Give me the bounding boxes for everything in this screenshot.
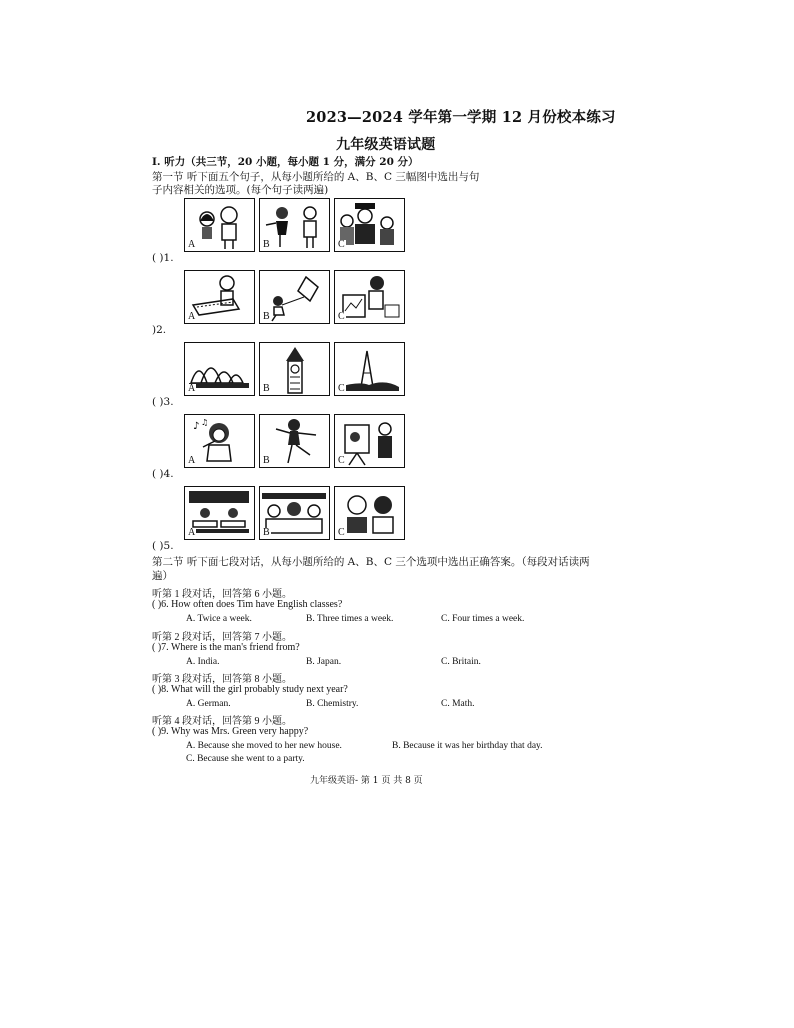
picture-option-3-c[interactable] xyxy=(334,342,405,396)
question-7: ( )7. Where is the man's friend from? xyxy=(152,642,300,653)
picture-option-2-b[interactable] xyxy=(259,270,330,324)
part1-intro-line2: 子内容相关的选项。(每个句子读两遍) xyxy=(152,184,329,196)
page-footer: 九年级英语- 第 1 页 共 8 页 xyxy=(310,776,423,786)
option-9b[interactable]: B. Because it was her birthday that day. xyxy=(392,741,543,751)
option-9c[interactable]: C. Because she went to a party. xyxy=(186,754,305,764)
picture-option-4-a[interactable] xyxy=(184,414,255,468)
option-8a[interactable]: A. German. xyxy=(186,699,231,709)
picture-row-5 xyxy=(184,486,405,540)
question-number-5: ( )5. xyxy=(152,540,174,552)
picture-row-2 xyxy=(184,270,405,324)
exam-title: 2023—2024 学年第一学期 12 月份校本练习 xyxy=(306,109,616,126)
choice-letter: B xyxy=(263,239,270,250)
option-7b[interactable]: B. Japan. xyxy=(306,657,342,667)
dialog-lead: 听第 1 段对话，回答第 6 小题。 xyxy=(152,589,292,600)
dialog-lead: 听第 2 段对话，回答第 7 小题。 xyxy=(152,632,292,643)
option-8c[interactable]: C. Math. xyxy=(441,699,475,709)
picture-option-4-b[interactable] xyxy=(259,414,330,468)
option-8b[interactable]: B. Chemistry. xyxy=(306,699,359,709)
option-7a[interactable]: A. India. xyxy=(186,657,220,667)
svg-text:♪: ♪ xyxy=(193,421,200,432)
choice-letter: C xyxy=(338,527,345,538)
picture-option-3-b[interactable] xyxy=(259,342,330,396)
picture-option-4-c[interactable] xyxy=(334,414,405,468)
picture-option-1-b[interactable] xyxy=(259,198,330,252)
picture-row-1 xyxy=(184,198,405,252)
picture-option-5-c[interactable] xyxy=(334,486,405,540)
choice-letter: B xyxy=(263,455,270,466)
option-6a[interactable]: A. Twice a week. xyxy=(186,614,252,624)
option-7c[interactable]: C. Britain. xyxy=(441,657,481,667)
choice-letter: C xyxy=(338,239,345,250)
question-number-1: ( )1. xyxy=(152,252,174,264)
picture-option-1-a[interactable] xyxy=(184,198,255,252)
picture-option-5-a[interactable] xyxy=(184,486,255,540)
question-number-4: ( )4. xyxy=(152,468,174,480)
question-8: ( )8. What will the girl probably study next year? xyxy=(152,684,348,695)
choice-letter: C xyxy=(338,455,345,466)
part2-intro-line2: 遍） xyxy=(152,570,173,582)
choice-letter: B xyxy=(263,311,270,322)
picture-option-2-a[interactable] xyxy=(184,270,255,324)
question-9: ( )9. Why was Mrs. Green very happy? xyxy=(152,726,309,737)
picture-row-4 xyxy=(184,414,405,468)
option-6b[interactable]: B. Three times a week. xyxy=(306,614,394,624)
choice-letter: B xyxy=(263,383,270,394)
picture-option-3-a[interactable] xyxy=(184,342,255,396)
question-number-2: )2. xyxy=(152,324,167,336)
option-9a[interactable]: A. Because she moved to her new house. xyxy=(186,741,342,751)
dialog-lead: 听第 3 段对话，回答第 8 小题。 xyxy=(152,674,292,685)
part1-intro-line1: 第一节 听下面五个句子，从每小题所给的 A、B、C 三幅图中选出与句 xyxy=(152,171,480,183)
picture-option-1-c[interactable] xyxy=(334,198,405,252)
choice-letter: B xyxy=(263,527,270,538)
choice-letter: A xyxy=(188,311,196,322)
section-heading: Ⅰ. 听力（共三节，20 小题，每小题 1 分，满分 20 分） xyxy=(152,156,419,168)
question-number-3: ( )3. xyxy=(152,396,174,408)
part2-intro-line1: 第二节 听下面七段对话，从每小题所给的 A、B、C 三个选项中选出正确答案。（每段对话读两 xyxy=(152,556,590,568)
choice-letter: A xyxy=(188,527,196,538)
picture-option-2-c[interactable] xyxy=(334,270,405,324)
choice-letter: A xyxy=(188,455,196,466)
picture-row-3 xyxy=(184,342,405,396)
dialog-lead: 听第 4 段对话，回答第 9 小题。 xyxy=(152,716,292,727)
choice-letter: A xyxy=(188,383,196,394)
svg-text:♫: ♫ xyxy=(201,418,209,427)
picture-option-5-b[interactable] xyxy=(259,486,330,540)
option-6c[interactable]: C. Four times a week. xyxy=(441,614,525,624)
exam-subtitle: 九年级英语试题 xyxy=(336,137,436,153)
question-6: ( )6. How often does Tim have English classes? xyxy=(152,599,343,610)
choice-letter: C xyxy=(338,311,345,322)
choice-letter: C xyxy=(338,383,345,394)
choice-letter: A xyxy=(188,239,196,250)
